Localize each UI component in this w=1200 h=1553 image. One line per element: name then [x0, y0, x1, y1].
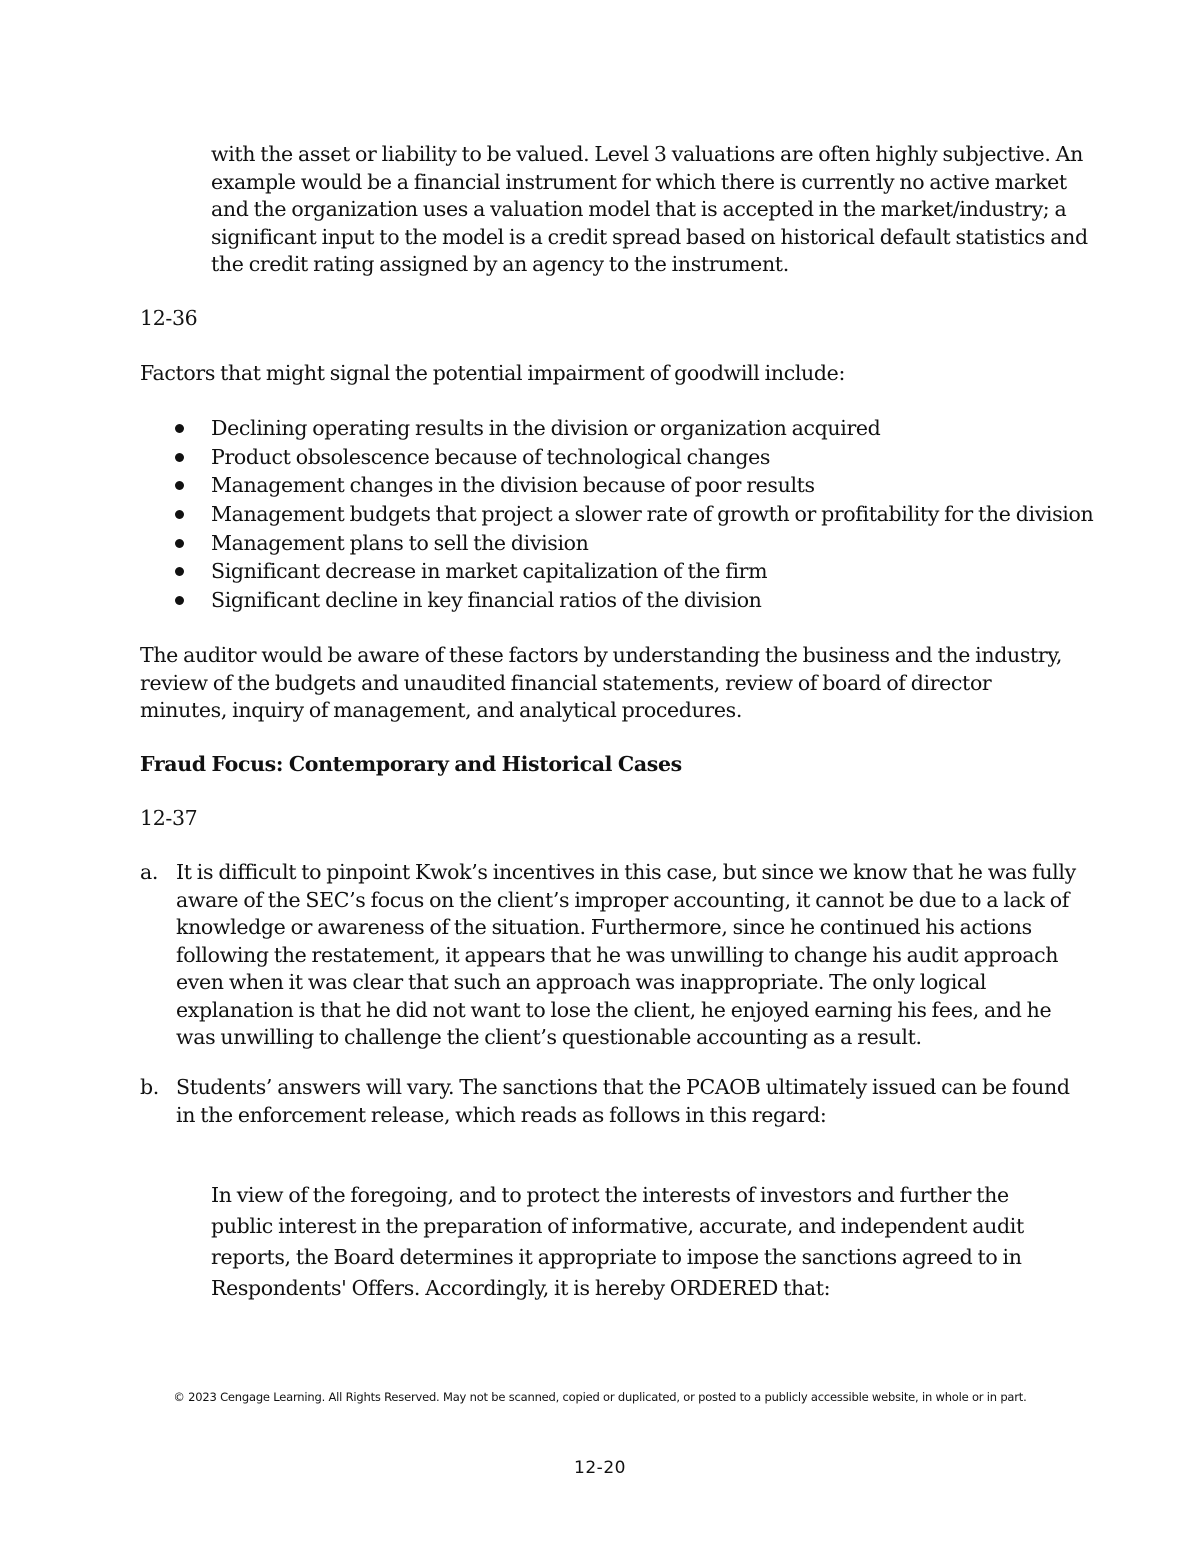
list-item: Declining operating results in the division or organization acquired — [140, 414, 1100, 443]
bullet-icon — [175, 481, 184, 490]
enforcement-release-quote: In view of the foregoing, and to protect the interests of investors and further the public interest in the preparation of informative, accurate, and independent audit reports, the Board determines it appropriate to impose the sanctions agreed to in Respondents' Offers. Accordingly, it is hereby ORDERED that: — [211, 1183, 1024, 1300]
section-heading: Fraud Focus: Contemporary and Historical Cases — [140, 752, 682, 776]
bullet-icon — [175, 424, 184, 433]
bullet-icon — [175, 596, 184, 605]
list-item: Significant decrease in market capitalization of the firm — [140, 557, 1100, 586]
bullet-icon — [175, 567, 184, 576]
list-item: Management budgets that project a slower rate of growth or profitability for the division — [140, 500, 1100, 529]
impairment-factors-list — [140, 414, 1100, 615]
item-letter: a. — [140, 860, 159, 884]
list-item: Management plans to sell the division — [140, 529, 1100, 558]
copyright-notice: © 2023 Cengage Learning. All Rights Reserved. May not be scanned, copied or duplicated, or posted to a publicly accessible website, in whole or in part. — [173, 1390, 1027, 1404]
list-item: Product obsolescence because of technological changes — [140, 443, 1100, 472]
section-number-12-36: 12-36 — [140, 306, 198, 330]
section-number-12-37: 12-37 — [140, 806, 198, 830]
list-item: Significant decline in key financial ratios of the division — [140, 586, 1100, 615]
item-text: Students’ answers will vary. The sanctions that the PCAOB ultimately issued can be found in the enforcement release, which reads as follows in this regard: — [176, 1075, 1070, 1127]
list-item: Management changes in the division because of poor results — [140, 471, 1100, 500]
impairment-intro: Factors that might signal the potential impairment of goodwill include: — [140, 361, 846, 385]
continuation-paragraph: with the asset or liability to be valued. Level 3 valuations are often highly subjective. An example would be a financial instrument for which there is currently no active market and the organization uses a valuation model that is accepted in the market/industry; a significant input to the model is a credit spread based on historical default statistics and the credit rating assigned by an agency to the instrument. — [211, 142, 1088, 276]
bullet-icon — [175, 539, 184, 548]
auditor-awareness-paragraph: The auditor would be aware of these factors by understanding the business and the industry, review of the budgets and unaudited financial statements, review of board of director minutes, inquiry of management, and analytical procedures. — [140, 643, 1063, 722]
page-number: 12-20 — [574, 1458, 626, 1478]
bullet-icon — [175, 510, 184, 519]
item-text: It is difficult to pinpoint Kwok’s incentives in this case, but since we know that he was fully aware of the SEC’s focus on the client’s improper accounting, it cannot be due to a lack of knowledge or awareness of the situation. Furthermore, since he continued his actions following the restatement, it appears that he was unwilling to change his audit approach even when it was clear that such an approach was inappropriate. The only logical explanation is that he did not want to lose the client, he enjoyed earning his fees, and he was unwilling to challenge the client’s questionable accounting as a result. — [176, 860, 1076, 1049]
bullet-icon — [175, 453, 184, 462]
item-letter: b. — [140, 1075, 159, 1099]
